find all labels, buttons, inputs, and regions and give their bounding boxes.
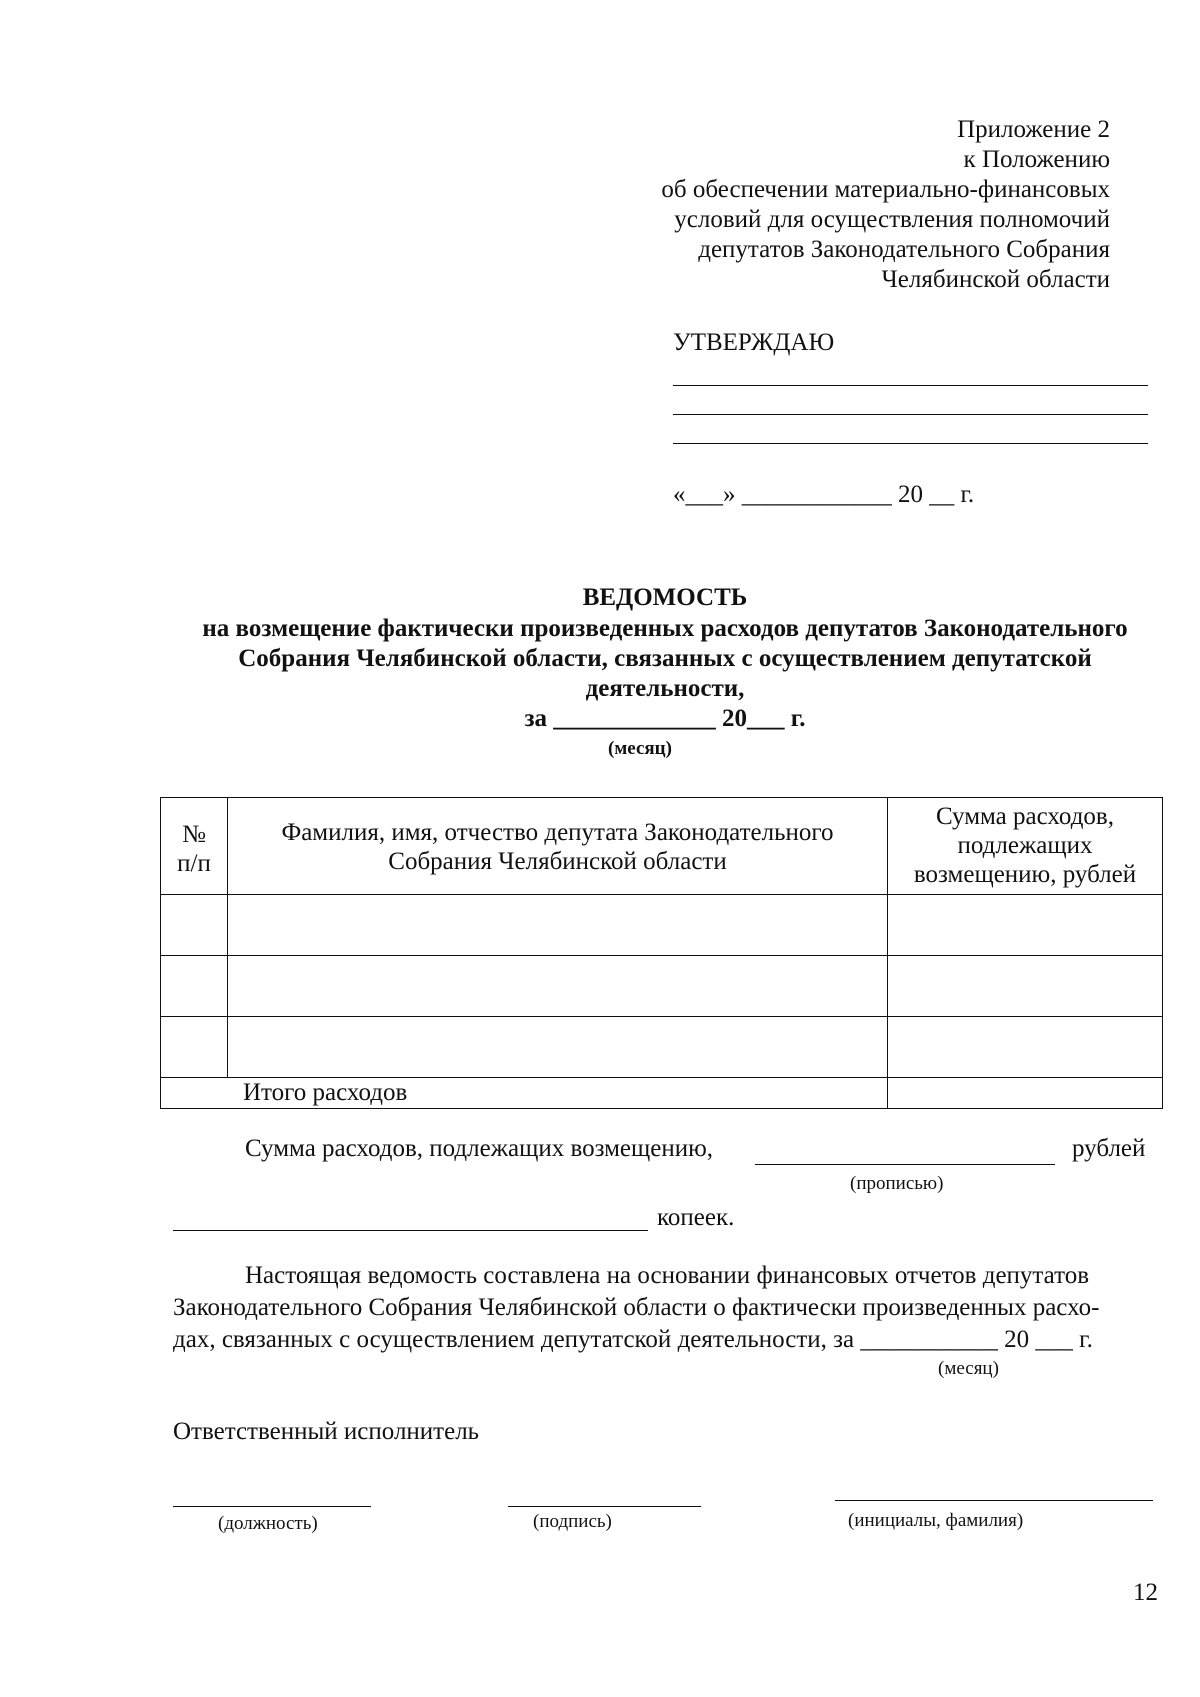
name-caption: (инициалы, фамилия) [848, 1510, 1024, 1531]
total-label: Итого расходов [161, 1078, 888, 1109]
col-header-sum: Сумма расходов, подлежащих возмещению, рублей [888, 798, 1163, 895]
sum-words-currency: рублей [1072, 1135, 1146, 1162]
approve-label: УТВЕРЖДАЮ [673, 329, 835, 356]
signature-caption: (подпись) [533, 1511, 612, 1532]
sum-words-label: Сумма расходов, подлежащих возмещению, [245, 1135, 714, 1162]
document-title: ВЕДОМОСТЬ [582, 584, 748, 611]
table-row [161, 1017, 1163, 1078]
executor-label: Ответственный исполнитель [173, 1418, 480, 1445]
cell-name[interactable] [228, 956, 888, 1017]
page-number: 12 [1133, 1579, 1158, 1606]
cell-sum[interactable] [888, 1017, 1163, 1078]
cell-number[interactable] [161, 895, 228, 956]
period-line: за _____________ 20___ г. [524, 705, 806, 732]
cell-number[interactable] [161, 956, 228, 1017]
appendix-line: к Положению [963, 146, 1110, 173]
approve-line-3[interactable] [673, 443, 1148, 444]
table-header-row [161, 798, 1163, 895]
col-header-number: № п/п [161, 798, 228, 895]
sum-words-caption: (прописью) [850, 1173, 944, 1194]
total-value[interactable] [888, 1078, 1163, 1109]
position-caption: (должность) [218, 1513, 318, 1534]
subtitle-line: Собрания Челябинской области, связанных с осуществлением депутатской [238, 645, 1092, 672]
basis-line: Законодательного Собрания Челябинской области о фактически произведенных расхо- [173, 1294, 1100, 1321]
period-caption: (месяц) [608, 738, 672, 759]
subtitle-line: на возмещение фактически произведенных расходов депутатов Законодательного [202, 615, 1128, 642]
signature-line[interactable] [508, 1506, 701, 1507]
table-row [161, 956, 1163, 1017]
cell-sum[interactable] [888, 956, 1163, 1017]
appendix-line: об обеспечении материально-финансовых [661, 176, 1110, 203]
position-line[interactable] [173, 1506, 371, 1507]
approve-line-2[interactable] [673, 414, 1148, 415]
col-header-name: Фамилия, имя, отчество депутата Законодательного Собрания Челябинской области [228, 798, 888, 895]
appendix-line: Приложение 2 [957, 116, 1110, 143]
subtitle-line: деятельности, [585, 675, 745, 702]
appendix-header [661, 115, 1110, 295]
basis-month-caption: (месяц) [938, 1358, 999, 1379]
appendix-line: депутатов Законодательного Собрания [698, 236, 1110, 263]
appendix-line: условий для осуществления полномочий [674, 206, 1110, 233]
cell-sum[interactable] [888, 895, 1163, 956]
sum-words-line[interactable] [755, 1164, 1055, 1165]
basis-line: Настоящая ведомость составлена на основании финансовых отчетов депутатов [245, 1262, 1090, 1289]
kopeck-label: копеек. [657, 1204, 735, 1231]
approve-line-1[interactable] [673, 385, 1148, 386]
cell-number[interactable] [161, 1017, 228, 1078]
table-row [161, 895, 1163, 956]
expenses-table [160, 797, 1163, 1109]
document-subtitle [0, 614, 1200, 704]
basis-line: дах, связанных с осуществлением депутатской деятельности, за ___________ 20 ___ г. [173, 1326, 1093, 1353]
kopeck-line[interactable] [173, 1230, 648, 1231]
appendix-line: Челябинской области [881, 266, 1110, 293]
approve-date: «___» ____________ 20 __ г. [673, 481, 975, 508]
table-total-row [161, 1078, 1163, 1109]
name-line[interactable] [835, 1500, 1153, 1501]
cell-name[interactable] [228, 895, 888, 956]
cell-name[interactable] [228, 1017, 888, 1078]
